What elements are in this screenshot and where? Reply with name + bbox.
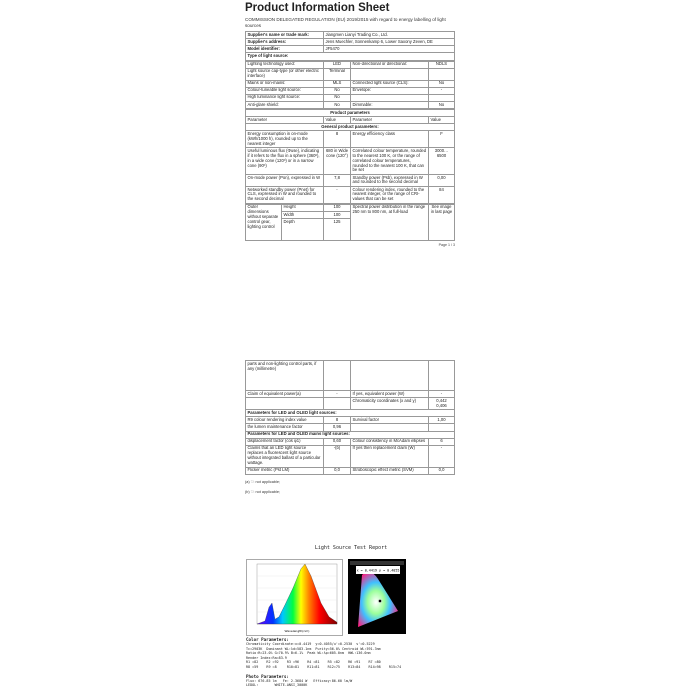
general-cell: 0,00	[429, 174, 455, 186]
mains-cell: 0,0	[429, 467, 455, 474]
mains-row	[246, 467, 455, 474]
led-cell	[351, 424, 429, 431]
spd-value: See image in last page	[429, 204, 455, 240]
color-param-line: R8 =59 R9 =8 R10=81 R11=81 R12=75 R13=84 R14=98 R15=74	[246, 664, 402, 669]
cie-point-marker	[378, 599, 381, 602]
p2-cell: -	[429, 391, 455, 398]
type-row	[246, 61, 455, 68]
type-cell	[429, 94, 455, 101]
mains-cell: Colour consistency in McAdam ellipses	[351, 438, 429, 445]
general-row	[246, 148, 455, 175]
general-cell: On-mode power (Pon), expressed in W	[246, 174, 324, 186]
mains-cell: If yes then replacement claim (W)	[351, 445, 429, 467]
color-param-line: Ratio:R=23.0% G=70.9% B=6.1% Peak WL:λp=605.0nm HWL:136.0nm	[246, 651, 371, 656]
general-row	[246, 131, 455, 148]
p2-cell: -	[324, 391, 351, 398]
type-row	[246, 94, 455, 101]
color-params-label: Color Parameters:	[246, 637, 289, 642]
general-cell: Colour rendering index, rounded to the nearest integer, or the range of CRI-values that can be set	[351, 186, 429, 203]
general-row	[246, 186, 455, 203]
product-parameters-header: Product parameters	[246, 110, 455, 117]
type-cell: Connected light source (CLS):	[351, 80, 429, 87]
type-cell: Light source cap-type (or other electric interface)	[246, 68, 324, 80]
footnote-a: (a) '-': not applicable;	[245, 479, 281, 484]
spectrum-xlabel: Wavelength(nm)	[284, 629, 310, 633]
page2-table	[245, 360, 455, 475]
led-header: Parameters for LED and OLED light sources:	[246, 410, 455, 417]
led-cell	[429, 424, 455, 431]
p2-cell: If yes, equivalent power (W)	[351, 391, 429, 398]
type-row	[246, 101, 455, 108]
type-cell: Envelope:	[351, 87, 429, 94]
param-header-1: Parameter	[246, 117, 324, 124]
color-param-line: Chromaticity Coordinate:x=0.4419 y=0.4055/u'=0.2530 v'=0.5229	[246, 642, 375, 646]
mains-row	[246, 438, 455, 445]
model-label: Model identifier:	[246, 46, 324, 53]
continuation-text: parts and non-lighting control parts, if any (millimetre)	[246, 361, 324, 391]
p2-cell	[246, 398, 324, 410]
type-cell: Colour-tuneable light source:	[246, 87, 324, 94]
mains-cell: -	[429, 445, 455, 467]
depth-value: 125	[324, 219, 351, 241]
type-cell: No	[429, 101, 455, 108]
general-header: General product parameters:	[246, 124, 455, 131]
p2-cell: Claim of equivalent power(a)	[246, 391, 324, 398]
general-cell: 7,8	[324, 174, 351, 186]
general-cell: 8	[324, 131, 351, 148]
type-cell: High luminance light source:	[246, 94, 324, 101]
page-2	[245, 360, 455, 495]
dimensions-table	[245, 204, 455, 241]
photo-params-label: Photo Parameters:	[246, 673, 289, 679]
photo-param-line: Flux: 676.85 lm Fe: 2.3684 W Efficacy:86.60 lm/W	[246, 678, 353, 683]
led-cell: Survival factor	[351, 417, 429, 424]
page-title: Product Information Sheet	[245, 2, 390, 14]
general-cell: 84	[429, 186, 455, 203]
model-value: JF5470	[324, 46, 455, 53]
footnote-b: (b) '-': not applicable;	[245, 489, 281, 494]
led-row	[246, 424, 455, 431]
mains-header: Parameters for LED and OLED mains light sources:	[246, 431, 455, 438]
cie-diagram	[348, 559, 406, 634]
general-cell: -	[324, 186, 351, 203]
color-param-line: R1 =82 R2 =92 R3 =96 R4 =81 R5 =82 R6 =91 R7 =80	[246, 660, 381, 665]
parameters-table	[245, 109, 455, 204]
mains-row	[246, 445, 455, 467]
type-cell: NDLS	[429, 61, 455, 68]
report-charts	[246, 559, 456, 634]
page-1	[245, 2, 455, 247]
depth-label: Depth	[282, 219, 324, 241]
p2-row	[246, 391, 455, 398]
param-header-4: Value	[429, 117, 455, 124]
type-cell	[351, 68, 429, 80]
photo-param-line: LEDOL: WHITE-ANSI_3000K	[246, 683, 308, 688]
param-header-2: Value	[324, 117, 351, 124]
type-row	[246, 68, 455, 80]
general-cell: 680 in Wide cone (120°)	[324, 148, 351, 175]
type-row	[246, 87, 455, 94]
mains-cell: 0,0	[324, 467, 351, 474]
height-label: Height	[282, 204, 324, 211]
type-cell: No	[324, 87, 351, 94]
type-cell: Lighting technology used:	[246, 61, 324, 68]
height-value: 100	[324, 204, 351, 211]
type-cell: Terminal	[324, 68, 351, 80]
type-cell: Dimmable:	[351, 101, 429, 108]
general-cell: Standby power (Psb), expressed in W and rounded to the second decimal	[351, 174, 429, 186]
type-cell: LED	[324, 61, 351, 68]
cie-toolbar	[350, 561, 404, 565]
mains-cell: Flicker metric (Pst LM)	[246, 467, 324, 474]
mains-cell: Claims that an LED light source replaces a fluorescent light source without integrated ballast of a particular wattage.	[246, 445, 324, 467]
led-cell: R9 colour rendering index value	[246, 417, 324, 424]
cie-readout: x = 0.4419 y = 0.4055	[356, 568, 400, 573]
color-param-line: Render Index:Ra=83.9	[246, 655, 287, 660]
general-cell: F	[429, 131, 455, 148]
type-cell: Mains or non-mains:	[246, 80, 324, 87]
mains-cell: Stroboscopic effect metric (SVM)	[351, 467, 429, 474]
general-cell: 3000…6500	[429, 148, 455, 175]
type-cell: No	[324, 101, 351, 108]
spd-label: Spectral power distribution in the range 250 nm to 800 nm, at full-load	[351, 204, 429, 240]
regulation-text: COMMISSION DELEGATED REGULATION (EU) 2019/2015 with regard to energy labelling of light sources	[245, 17, 446, 28]
test-report	[246, 545, 456, 688]
mains-cell: -(b)	[324, 445, 351, 467]
param-header-3: Parameter	[351, 117, 429, 124]
type-table	[245, 61, 455, 109]
type-cell: Anti-glare shield:	[246, 101, 324, 108]
p2-row	[246, 398, 455, 410]
color-param-line: Tc=2903K Dominant WL:λd=583.1nm Purity=56.0% Centroid WL:591.3nm	[246, 646, 381, 651]
page-number: Page 1 / 3	[438, 243, 455, 248]
general-cell: Networked standby power (Pnet) for CLS, expressed in W and rounded to the second decimal	[246, 186, 324, 203]
type-cell: No	[324, 94, 351, 101]
spectrum-chart	[246, 559, 343, 636]
supplier-address-value: Jens Muechler, Sonnenkamp 6, Lower Saxony Zeven, DE	[324, 39, 455, 46]
general-cell: Correlated colour temperature, rounded to the nearest 100 K, or the range of correlated colour temperatures, rounded to the nearest 100 K, that can be set	[351, 148, 429, 175]
supplier-name-label: Supplier's name or trade mark:	[246, 32, 324, 39]
report-title: Light Source Test Report	[314, 545, 388, 551]
width-label: Width	[282, 211, 324, 218]
dimensions-label: Outer dimensions without separate control gear, lighting control	[246, 204, 282, 240]
type-cell	[351, 94, 429, 101]
type-cell: MLS	[324, 80, 351, 87]
led-cell: 8	[324, 417, 351, 424]
supplier-address-label: Supplier's address:	[246, 39, 324, 46]
supplier-name-value: Jiangmen Lianyi Trading Co., Ltd.	[324, 32, 455, 39]
p2-cell: Chromaticity coordinates (x and y)	[351, 398, 429, 410]
type-cell: Non-directional or directional:	[351, 61, 429, 68]
general-cell: Energy efficiency class	[351, 131, 429, 148]
led-cell: the lumen maintenance factor	[246, 424, 324, 431]
type-header: Type of light source:	[246, 53, 455, 60]
mains-cell: 6	[429, 438, 455, 445]
type-cell	[429, 68, 455, 80]
width-value: 100	[324, 211, 351, 218]
type-row	[246, 80, 455, 87]
mains-cell: displacement factor (cos φ1)	[246, 438, 324, 445]
led-cell: 1,00	[429, 417, 455, 424]
supplier-table	[245, 31, 455, 60]
type-cell: -	[429, 87, 455, 94]
led-row	[246, 417, 455, 424]
general-cell: Useful luminous flux (Φuse), indicating if it refers to the flux in a sphere (360º), in a wide cone (120º) or in a narrow cone (90º)	[246, 148, 324, 175]
type-cell: No	[429, 80, 455, 87]
general-cell: Energy consumption in on-mode (kWh/1000 h), rounded up to the nearest integer	[246, 131, 324, 148]
p2-cell: 0,442 0,406	[429, 398, 455, 410]
led-cell: 0,96	[324, 424, 351, 431]
general-row	[246, 174, 455, 186]
p2-cell	[324, 398, 351, 410]
mains-cell: 0,60	[324, 438, 351, 445]
